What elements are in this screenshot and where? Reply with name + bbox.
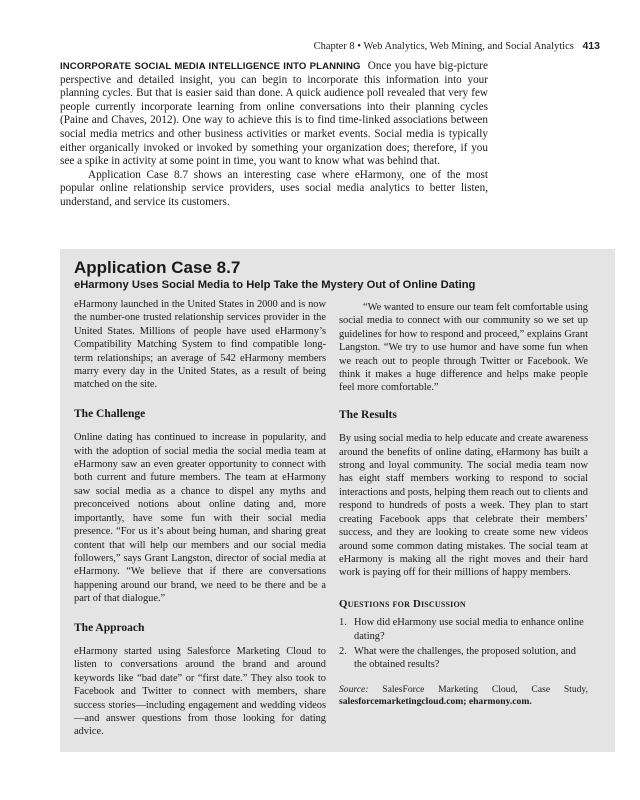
running-head-text: Chapter 8 • Web Analytics, Web Mining, and Social Analytics — [313, 41, 574, 52]
intro-paragraph-2: Application Case 8.7 shows an interesting case where eHarmony, one of the most popular online relationship service providers, uses social media analytics to better listen, understand, and service its customers. — [60, 168, 488, 208]
questions-heading: Questions for Discussion — [339, 597, 466, 610]
question-number: 1. — [339, 617, 347, 629]
intro-paragraph-1-text: Once you have big-picture perspective and detailed insight, you can begin to incorporate this information into your planning cycles. But that is easier said than done. A quick audience poll revealed that very few people currently incorporate learning from online conversations into their planning cycles (Paine and Chaves, 2012). One way to achieve this is to find time-linked associations between social media metrics and other business activities or market events. Social media is typically either organically invoked or invoked by something your organization does; therefore, if you see a spike in activity at some point in time, you want to know what was behind that. — [60, 60, 488, 168]
intro-section — [60, 60, 488, 210]
question-text: What were the challenges, the proposed solution, and the obtained results? — [354, 645, 576, 671]
case-left-column — [74, 298, 326, 739]
source-url: salesforcemarketingcloud.com; eharmony.com. — [339, 695, 532, 707]
results-heading: The Results — [339, 408, 397, 421]
question-item — [339, 616, 588, 643]
question-item — [339, 645, 588, 672]
running-header — [0, 40, 600, 52]
question-number: 2. — [339, 645, 347, 657]
page-number: 413 — [582, 40, 600, 52]
source-text: SalesForce Marketing Cloud, Case Study, — [382, 683, 588, 695]
approach-heading: The Approach — [74, 621, 145, 634]
questions-list — [339, 616, 588, 672]
runin-heading: INCORPORATE SOCIAL MEDIA INTELLIGENCE INTO PLANNING — [60, 61, 361, 72]
challenge-heading: The Challenge — [74, 407, 146, 420]
approach-paragraph: eHarmony started using Salesforce Marketing Cloud to listen to conversations around the brand and around keywords like “bad date” or “first date.” They also took to Facebook and Twitter to connect with members, share success stories—including engagement and wedding videos—and answer questions from those looking for dating advice. — [74, 645, 326, 738]
challenge-paragraph: Online dating has continued to increase in popularity, and with the adoption of social media the social media team at eHarmony saw an even greater opportunity to connect with both current and future members. The team at eHarmony saw social media as a chance to dispel any myths and preconceived notions about online dating and, more importantly, have some fun with their social media presence. “For us it’s about being human, and sharing great content that will help our members and our social media followers,” says Grant Langston, director of social media at eHarmony. “We believe that if there are conversations happening around our brand, we need to be there and be a part of that dialogue.” — [74, 432, 326, 605]
case-right-column — [339, 301, 588, 708]
question-text: How did eHarmony use social media to enhance online dating? — [354, 617, 584, 642]
case-intro-paragraph: eHarmony launched in the United States in 2000 and is now the number-one trusted relationship services provider in the United States. Millions of people have used eHarmony’s Compatibility Matching System to find compatible long-term relationships; an average of 542 eHarmony members marry every day in the United States, as a result of being matched on the site. — [74, 299, 326, 391]
case-title: Application Case 8.7 — [74, 258, 241, 277]
intro-paragraph-1 — [60, 60, 488, 169]
results-paragraph: By using social media to help educate and create awareness around the benefits of online dating, eHarmony has built a strong and loyal community. The social media team now has eight staff members working to respond to social interactions and posts, helping them reach out to clients and respond to hundreds of posts a week. They plan to start creating Facebook apps that celebrate their members’ success, and they are looking to create some new videos around some common dating mistakes. The social team at eHarmony is making all the right moves and their hard work is paying off for their millions of happy members. — [339, 433, 588, 579]
quote-paragraph: “We wanted to ensure our team felt comfortable using social media to connect with our community so we set up guidelines for how to respond and proceed,” explains Grant Langston. “We try to use humor and have some fun when we reach out to people through Twitter or Facebook. We think it makes a huge difference and helps make people feel more comfortable.” — [339, 302, 588, 394]
source-citation — [339, 684, 588, 708]
case-subtitle: eHarmony Uses Social Media to Help Take the Mystery Out of Online Dating — [74, 279, 476, 291]
source-label: Source: — [339, 683, 369, 695]
